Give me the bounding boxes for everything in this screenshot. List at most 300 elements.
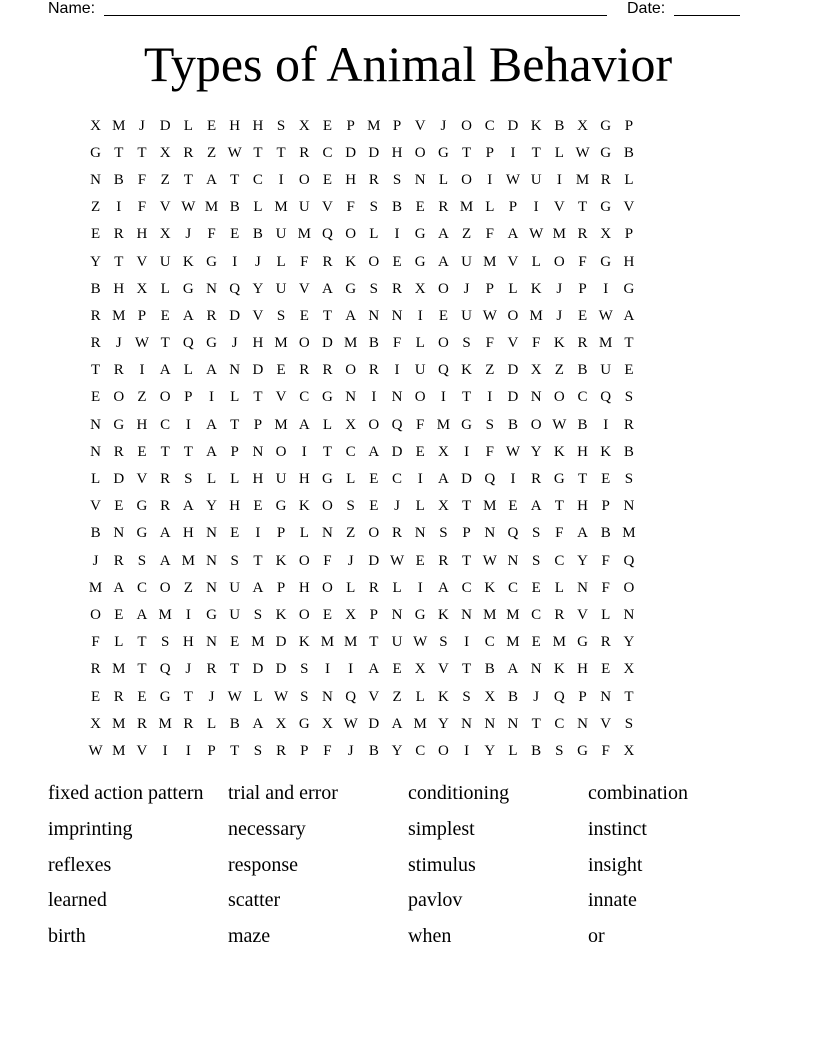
grid-letter[interactable]: E: [415, 443, 425, 460]
grid-letter[interactable]: S: [253, 742, 263, 759]
grid-letter[interactable]: N: [252, 443, 264, 460]
grid-letter[interactable]: M: [436, 416, 451, 433]
grid-letter[interactable]: M: [112, 715, 126, 732]
grid-letter[interactable]: P: [184, 389, 193, 406]
grid-letter[interactable]: E: [369, 498, 379, 515]
grid-letter[interactable]: E: [531, 579, 541, 596]
grid-letter[interactable]: M: [552, 634, 567, 651]
grid-letter[interactable]: K: [437, 688, 449, 705]
grid-letter[interactable]: P: [137, 307, 147, 324]
grid-letter[interactable]: O: [90, 606, 102, 623]
grid-letter[interactable]: M: [274, 335, 288, 352]
grid-letter[interactable]: L: [624, 171, 634, 188]
grid-letter[interactable]: P: [578, 280, 587, 297]
grid-letter[interactable]: L: [91, 471, 101, 488]
grid-letter[interactable]: O: [461, 117, 473, 134]
grid-letter[interactable]: G: [182, 280, 194, 297]
grid-letter[interactable]: E: [531, 634, 541, 651]
grid-letter[interactable]: R: [136, 715, 147, 732]
grid-letter[interactable]: M: [529, 307, 543, 324]
grid-letter[interactable]: M: [112, 661, 126, 678]
grid-letter[interactable]: T: [137, 634, 147, 651]
grid-letter[interactable]: Z: [485, 362, 495, 379]
grid-letter[interactable]: G: [577, 634, 588, 651]
grid-letter[interactable]: K: [553, 335, 565, 352]
grid-letter[interactable]: K: [182, 253, 194, 270]
grid-letter[interactable]: Q: [322, 226, 333, 243]
grid-letter[interactable]: T: [462, 661, 472, 678]
grid-letter[interactable]: C: [507, 579, 518, 596]
grid-letter[interactable]: W: [227, 144, 242, 161]
grid-letter[interactable]: L: [369, 226, 379, 243]
name-blank-line[interactable]: [104, 15, 607, 16]
grid-letter[interactable]: X: [90, 715, 102, 732]
grid-letter[interactable]: I: [371, 389, 377, 406]
grid-letter[interactable]: G: [600, 253, 612, 270]
grid-letter[interactable]: Z: [137, 389, 147, 406]
grid-letter[interactable]: Y: [623, 634, 635, 651]
grid-letter[interactable]: T: [114, 144, 124, 161]
grid-letter[interactable]: H: [136, 226, 148, 243]
grid-letter[interactable]: P: [578, 688, 587, 705]
grid-letter[interactable]: G: [90, 144, 102, 161]
grid-letter[interactable]: E: [392, 253, 402, 270]
grid-letter[interactable]: E: [230, 525, 240, 542]
grid-letter[interactable]: E: [230, 634, 240, 651]
grid-letter[interactable]: L: [438, 171, 448, 188]
grid-letter[interactable]: M: [297, 226, 311, 243]
grid-letter[interactable]: M: [575, 171, 590, 188]
grid-letter[interactable]: R: [554, 606, 565, 623]
grid-letter[interactable]: H: [113, 280, 125, 297]
grid-letter[interactable]: B: [554, 117, 565, 134]
grid-letter[interactable]: G: [577, 742, 588, 759]
grid-letter[interactable]: G: [600, 199, 612, 216]
grid-letter[interactable]: C: [484, 634, 495, 651]
grid-letter[interactable]: K: [437, 606, 449, 623]
grid-letter[interactable]: A: [345, 307, 357, 324]
grid-letter[interactable]: N: [484, 715, 496, 732]
grid-letter[interactable]: X: [159, 144, 171, 161]
grid-letter[interactable]: R: [113, 688, 124, 705]
grid-letter[interactable]: I: [440, 389, 446, 406]
grid-letter[interactable]: T: [276, 144, 286, 161]
grid-letter[interactable]: R: [299, 144, 310, 161]
grid-letter[interactable]: O: [437, 335, 449, 352]
grid-letter[interactable]: R: [623, 416, 634, 433]
grid-letter[interactable]: F: [601, 579, 610, 596]
grid-letter[interactable]: T: [137, 144, 147, 161]
grid-letter[interactable]: G: [206, 606, 217, 623]
grid-letter[interactable]: Z: [392, 688, 402, 705]
grid-letter[interactable]: R: [322, 362, 333, 379]
grid-letter[interactable]: R: [90, 335, 101, 352]
grid-letter[interactable]: T: [531, 144, 541, 161]
grid-letter[interactable]: F: [323, 742, 332, 759]
grid-letter[interactable]: S: [253, 606, 263, 623]
grid-letter[interactable]: M: [599, 335, 613, 352]
grid-letter[interactable]: R: [531, 471, 542, 488]
grid-letter[interactable]: Y: [90, 253, 102, 270]
grid-letter[interactable]: Q: [553, 688, 565, 705]
grid-letter[interactable]: L: [206, 471, 217, 488]
grid-letter[interactable]: M: [552, 226, 567, 243]
grid-letter[interactable]: S: [439, 525, 448, 542]
grid-letter[interactable]: V: [275, 389, 287, 406]
grid-letter[interactable]: O: [623, 579, 635, 596]
grid-letter[interactable]: E: [322, 606, 333, 623]
grid-letter[interactable]: P: [276, 525, 286, 542]
grid-letter[interactable]: M: [506, 606, 520, 623]
grid-letter[interactable]: Y: [391, 742, 403, 759]
grid-letter[interactable]: A: [206, 416, 217, 433]
grid-letter[interactable]: G: [414, 226, 426, 243]
grid-letter[interactable]: N: [368, 307, 380, 324]
grid-letter[interactable]: P: [207, 742, 216, 759]
grid-letter[interactable]: N: [507, 552, 519, 569]
grid-letter[interactable]: U: [600, 362, 612, 379]
grid-letter[interactable]: Q: [623, 552, 635, 569]
grid-letter[interactable]: J: [231, 335, 238, 352]
grid-letter[interactable]: J: [208, 688, 215, 705]
grid-letter[interactable]: A: [437, 226, 449, 243]
grid-letter[interactable]: T: [230, 661, 240, 678]
grid-letter[interactable]: T: [137, 661, 147, 678]
grid-letter[interactable]: U: [229, 579, 241, 596]
grid-letter[interactable]: R: [276, 742, 287, 759]
grid-letter[interactable]: F: [137, 171, 147, 188]
grid-letter[interactable]: L: [230, 471, 240, 488]
grid-letter[interactable]: R: [183, 144, 194, 161]
grid-letter[interactable]: M: [181, 552, 196, 569]
grid-letter[interactable]: R: [438, 552, 449, 569]
grid-letter[interactable]: S: [276, 117, 286, 134]
grid-letter[interactable]: J: [556, 307, 563, 324]
grid-letter[interactable]: S: [462, 688, 471, 705]
grid-letter[interactable]: L: [554, 144, 564, 161]
grid-letter[interactable]: M: [320, 634, 335, 651]
grid-letter[interactable]: I: [185, 742, 191, 759]
grid-letter[interactable]: Q: [600, 389, 612, 406]
grid-letter[interactable]: I: [139, 362, 145, 379]
grid-letter[interactable]: T: [91, 362, 101, 379]
grid-letter[interactable]: E: [91, 688, 101, 705]
grid-letter[interactable]: I: [603, 280, 609, 297]
grid-letter[interactable]: O: [507, 307, 519, 324]
grid-letter[interactable]: C: [136, 579, 147, 596]
grid-letter[interactable]: Q: [159, 661, 171, 678]
grid-letter[interactable]: S: [439, 634, 448, 651]
grid-letter[interactable]: O: [113, 389, 125, 406]
grid-letter[interactable]: G: [275, 498, 287, 515]
grid-letter[interactable]: H: [391, 144, 403, 161]
grid-letter[interactable]: S: [184, 471, 193, 488]
grid-letter[interactable]: M: [483, 498, 497, 515]
grid-letter[interactable]: L: [346, 471, 356, 488]
grid-letter[interactable]: N: [322, 525, 333, 542]
grid-letter[interactable]: R: [368, 362, 379, 379]
grid-letter[interactable]: X: [322, 715, 333, 732]
grid-letter[interactable]: M: [112, 117, 126, 134]
grid-letter[interactable]: L: [392, 579, 402, 596]
grid-letter[interactable]: W: [413, 634, 428, 651]
grid-letter[interactable]: E: [415, 199, 425, 216]
grid-letter[interactable]: N: [206, 525, 217, 542]
grid-letter[interactable]: R: [160, 471, 171, 488]
grid-letter[interactable]: C: [484, 117, 495, 134]
grid-letter[interactable]: P: [346, 117, 355, 134]
grid-letter[interactable]: P: [508, 199, 518, 216]
grid-letter[interactable]: T: [462, 552, 472, 569]
grid-letter[interactable]: X: [275, 715, 287, 732]
grid-letter[interactable]: W: [88, 742, 103, 759]
grid-letter[interactable]: A: [530, 498, 542, 515]
grid-letter[interactable]: N: [391, 307, 403, 324]
grid-letter[interactable]: X: [577, 117, 588, 134]
grid-letter[interactable]: P: [392, 117, 402, 134]
grid-letter[interactable]: V: [623, 199, 635, 216]
grid-letter[interactable]: S: [369, 280, 379, 297]
grid-letter[interactable]: N: [391, 606, 403, 623]
grid-letter[interactable]: J: [556, 280, 563, 297]
grid-letter[interactable]: Q: [484, 471, 496, 488]
grid-letter[interactable]: I: [185, 416, 191, 433]
grid-letter[interactable]: E: [438, 307, 448, 324]
grid-letter[interactable]: G: [600, 117, 612, 134]
grid-letter[interactable]: W: [482, 552, 497, 569]
grid-letter[interactable]: A: [437, 253, 449, 270]
grid-letter[interactable]: A: [159, 525, 171, 542]
grid-letter[interactable]: V: [90, 498, 102, 515]
grid-letter[interactable]: N: [577, 715, 588, 732]
grid-letter[interactable]: W: [482, 307, 497, 324]
grid-letter[interactable]: F: [555, 525, 564, 542]
grid-letter[interactable]: P: [369, 606, 379, 623]
grid-letter[interactable]: T: [322, 443, 333, 460]
grid-letter[interactable]: I: [556, 171, 562, 188]
grid-letter[interactable]: T: [183, 171, 193, 188]
grid-letter[interactable]: T: [531, 715, 541, 732]
grid-letter[interactable]: C: [415, 742, 426, 759]
grid-letter[interactable]: B: [90, 525, 101, 542]
grid-letter[interactable]: H: [252, 471, 264, 488]
grid-letter[interactable]: Z: [183, 579, 193, 596]
grid-letter[interactable]: O: [322, 579, 333, 596]
grid-letter[interactable]: S: [346, 498, 355, 515]
grid-letter[interactable]: V: [437, 661, 449, 678]
grid-letter[interactable]: M: [274, 416, 288, 433]
grid-letter[interactable]: W: [274, 688, 289, 705]
grid-letter[interactable]: E: [253, 498, 263, 515]
grid-letter[interactable]: X: [484, 688, 496, 705]
grid-letter[interactable]: D: [252, 661, 264, 678]
grid-letter[interactable]: Z: [554, 362, 564, 379]
grid-letter[interactable]: F: [392, 335, 402, 352]
grid-letter[interactable]: V: [507, 335, 519, 352]
grid-letter[interactable]: L: [531, 253, 541, 270]
grid-letter[interactable]: F: [137, 199, 147, 216]
grid-letter[interactable]: F: [485, 443, 494, 460]
grid-letter[interactable]: U: [275, 226, 287, 243]
grid-letter[interactable]: N: [623, 606, 635, 623]
grid-letter[interactable]: B: [392, 199, 403, 216]
grid-letter[interactable]: B: [368, 742, 379, 759]
grid-letter[interactable]: E: [230, 226, 240, 243]
grid-letter[interactable]: H: [252, 117, 264, 134]
grid-letter[interactable]: S: [300, 661, 309, 678]
grid-letter[interactable]: U: [298, 199, 310, 216]
grid-letter[interactable]: U: [229, 606, 241, 623]
grid-letter[interactable]: A: [437, 471, 449, 488]
grid-letter[interactable]: A: [252, 715, 264, 732]
grid-letter[interactable]: S: [392, 171, 402, 188]
grid-letter[interactable]: V: [507, 253, 519, 270]
grid-letter[interactable]: C: [345, 443, 356, 460]
grid-letter[interactable]: B: [507, 688, 518, 705]
grid-letter[interactable]: I: [464, 742, 470, 759]
grid-letter[interactable]: A: [206, 171, 217, 188]
grid-letter[interactable]: D: [252, 362, 264, 379]
grid-letter[interactable]: N: [600, 688, 612, 705]
grid-letter[interactable]: N: [206, 552, 217, 569]
grid-letter[interactable]: X: [530, 362, 542, 379]
grid-letter[interactable]: H: [229, 117, 241, 134]
grid-letter[interactable]: J: [115, 335, 122, 352]
grid-letter[interactable]: R: [600, 171, 611, 188]
grid-letter[interactable]: X: [90, 117, 102, 134]
grid-letter[interactable]: S: [230, 552, 239, 569]
grid-letter[interactable]: E: [160, 307, 170, 324]
grid-letter[interactable]: D: [368, 715, 380, 732]
grid-letter[interactable]: W: [181, 199, 196, 216]
grid-letter[interactable]: G: [600, 144, 612, 161]
grid-letter[interactable]: M: [483, 606, 497, 623]
grid-letter[interactable]: L: [183, 362, 193, 379]
grid-letter[interactable]: I: [510, 144, 516, 161]
grid-letter[interactable]: N: [90, 171, 102, 188]
grid-letter[interactable]: K: [600, 443, 612, 460]
grid-letter[interactable]: I: [464, 443, 470, 460]
grid-letter[interactable]: Y: [437, 715, 449, 732]
grid-letter[interactable]: O: [553, 389, 565, 406]
grid-letter[interactable]: A: [182, 307, 194, 324]
grid-letter[interactable]: G: [159, 688, 171, 705]
grid-letter[interactable]: D: [159, 117, 171, 134]
grid-letter[interactable]: S: [531, 552, 541, 569]
grid-letter[interactable]: M: [343, 335, 358, 352]
grid-letter[interactable]: N: [391, 389, 403, 406]
grid-letter[interactable]: T: [462, 389, 472, 406]
grid-letter[interactable]: H: [229, 498, 241, 515]
grid-letter[interactable]: L: [160, 280, 170, 297]
grid-letter[interactable]: J: [347, 552, 354, 569]
grid-letter[interactable]: D: [368, 144, 380, 161]
grid-letter[interactable]: D: [229, 307, 241, 324]
grid-letter[interactable]: T: [253, 144, 263, 161]
grid-letter[interactable]: S: [369, 199, 379, 216]
grid-letter[interactable]: T: [253, 552, 263, 569]
grid-letter[interactable]: U: [461, 253, 473, 270]
grid-letter[interactable]: I: [417, 579, 423, 596]
grid-letter[interactable]: G: [623, 280, 635, 297]
grid-letter[interactable]: B: [252, 226, 263, 243]
grid-letter[interactable]: L: [183, 117, 193, 134]
grid-letter[interactable]: N: [345, 389, 357, 406]
grid-letter[interactable]: N: [206, 280, 217, 297]
grid-letter[interactable]: R: [322, 253, 333, 270]
grid-letter[interactable]: Y: [577, 552, 588, 569]
grid-letter[interactable]: T: [230, 171, 240, 188]
grid-letter[interactable]: M: [622, 525, 636, 542]
grid-letter[interactable]: Q: [391, 416, 403, 433]
grid-letter[interactable]: T: [624, 688, 634, 705]
grid-letter[interactable]: X: [345, 606, 357, 623]
grid-letter[interactable]: H: [345, 171, 357, 188]
grid-letter[interactable]: B: [531, 742, 542, 759]
grid-letter[interactable]: T: [230, 416, 240, 433]
grid-letter[interactable]: G: [553, 471, 565, 488]
grid-letter[interactable]: C: [577, 389, 588, 406]
grid-letter[interactable]: F: [485, 335, 494, 352]
grid-letter[interactable]: M: [343, 634, 358, 651]
grid-letter[interactable]: E: [114, 606, 124, 623]
grid-letter[interactable]: K: [345, 253, 357, 270]
grid-letter[interactable]: R: [113, 552, 124, 569]
grid-letter[interactable]: K: [530, 280, 542, 297]
grid-letter[interactable]: E: [114, 498, 124, 515]
grid-letter[interactable]: J: [440, 117, 447, 134]
grid-letter[interactable]: P: [276, 579, 286, 596]
grid-letter[interactable]: R: [392, 525, 403, 542]
grid-letter[interactable]: I: [417, 471, 423, 488]
grid-letter[interactable]: C: [252, 171, 263, 188]
grid-letter[interactable]: I: [487, 389, 493, 406]
grid-letter[interactable]: D: [113, 471, 125, 488]
grid-letter[interactable]: H: [252, 335, 264, 352]
grid-letter[interactable]: J: [139, 117, 145, 134]
grid-letter[interactable]: L: [230, 389, 240, 406]
grid-letter[interactable]: R: [577, 335, 588, 352]
grid-letter[interactable]: V: [136, 253, 148, 270]
grid-letter[interactable]: L: [508, 280, 518, 297]
grid-letter[interactable]: L: [346, 579, 356, 596]
grid-letter[interactable]: J: [394, 498, 400, 515]
grid-letter[interactable]: A: [136, 606, 148, 623]
grid-letter[interactable]: A: [507, 661, 519, 678]
grid-letter[interactable]: P: [230, 443, 239, 460]
grid-letter[interactable]: I: [533, 199, 539, 216]
grid-letter[interactable]: N: [461, 606, 473, 623]
grid-letter[interactable]: O: [530, 416, 542, 433]
grid-letter[interactable]: T: [577, 199, 588, 216]
grid-letter[interactable]: G: [414, 253, 426, 270]
grid-letter[interactable]: U: [275, 471, 287, 488]
grid-letter[interactable]: C: [461, 579, 472, 596]
grid-letter[interactable]: E: [91, 226, 101, 243]
grid-letter[interactable]: S: [160, 634, 170, 651]
grid-letter[interactable]: G: [136, 525, 148, 542]
grid-letter[interactable]: O: [437, 280, 449, 297]
grid-letter[interactable]: R: [600, 634, 611, 651]
grid-letter[interactable]: U: [159, 253, 171, 270]
grid-letter[interactable]: Q: [345, 688, 357, 705]
grid-letter[interactable]: I: [394, 362, 400, 379]
grid-letter[interactable]: Y: [484, 742, 496, 759]
grid-letter[interactable]: V: [577, 606, 588, 623]
grid-letter[interactable]: D: [507, 117, 519, 134]
grid-letter[interactable]: G: [461, 416, 473, 433]
grid-letter[interactable]: I: [394, 226, 400, 243]
